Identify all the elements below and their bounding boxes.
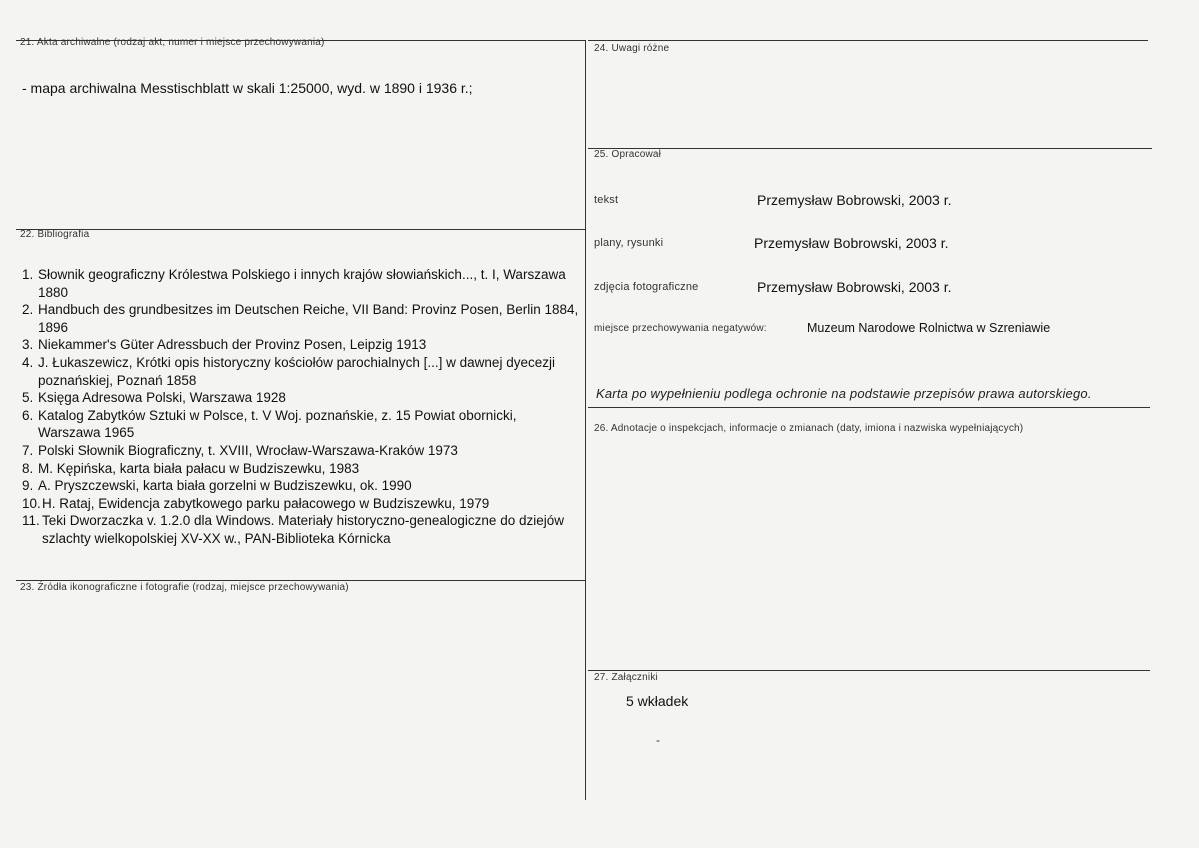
divider-25 xyxy=(588,148,1152,149)
divider-top-right xyxy=(588,40,1148,41)
negatywy-value: Muzeum Narodowe Rolnictwa w Szreniawie xyxy=(807,321,1051,335)
bibliography-item: 1. Słownik geograficzny Królestwa Polskiego i innych krajów słowiańskich..., t. I, Warszawa 1880 xyxy=(22,267,566,300)
section-27-mark: - xyxy=(656,733,660,747)
divider-23 xyxy=(16,580,586,581)
bibliography-item: 3. Niekammer's Güter Adressbuch der Provinz Posen, Leipzig 1913 xyxy=(22,337,427,353)
bibliography-item: 9. A. Pryszczewski, karta biała gorzelni w Budziszewku, ok. 1990 xyxy=(22,478,412,494)
bibliography-item: 10. H. Rataj, Ewidencja zabytkowego parku pałacowego w Budziszewku, 1979 xyxy=(22,495,490,511)
section-26-label: 26. Adnotacje o inspekcjach, informacje o zmianach (daty, imiona i nazwiska wypełniających) xyxy=(594,423,1024,434)
bibliography-item: 11. Teki Dworzaczka v. 1.2.0 dla Windows. Materiały historyczno-genealogiczne do dziejów szlachty wielkopolskiej XV-XX w., PAN-Biblioteka Kórnicka xyxy=(22,513,564,546)
divider-26 xyxy=(588,407,1150,408)
column-divider xyxy=(585,40,586,800)
section-25-label: 25. Opracował xyxy=(594,149,662,160)
bibliography-item: 2. Handbuch des grundbesitzes im Deutschen Reiche, VII Band: Provinz Posen, Berlin 1884, 1896 xyxy=(22,302,579,335)
bibliography-item: 5. Księga Adresowa Polski, Warszawa 1928 xyxy=(22,390,286,406)
section-27-content: 5 wkładek xyxy=(626,693,689,709)
zdjecia-label: zdjęcia fotograficzne xyxy=(594,281,699,293)
bibliography-item: 6. Katalog Zabytków Sztuki w Polsce, t. V Woj. poznańskie, z. 15 Powiat obornicki, Warszawa 1965 xyxy=(22,407,517,441)
plany-label: plany, rysunki xyxy=(594,237,664,249)
negatywy-label: miejsce przechowywania negatywów: xyxy=(594,323,767,334)
section-22-label: 22. Bibliografia xyxy=(20,229,90,240)
copyright-note: Karta po wypełnieniu podlega ochronie na podstawie przepisów prawa autorskiego. xyxy=(596,386,1092,401)
section-23-label: 23. Źródła ikonograficzne i fotografie (rodzaj, miejsce przechowywania) xyxy=(20,582,349,593)
bibliography-item: 8. M. Kępińska, karta biała pałacu w Budziszewku, 1983 xyxy=(22,460,360,476)
tekst-value: Przemysław Bobrowski, 2003 r. xyxy=(757,192,952,208)
section-27-label: 27. Załączniki xyxy=(594,672,658,683)
zdjecia-value: Przemysław Bobrowski, 2003 r. xyxy=(757,279,952,295)
section-21-label: 21. Akta archiwalne (rodzaj akt, numer i miejsce przechowywania) xyxy=(20,37,325,48)
bibliography-list xyxy=(22,266,582,548)
section-24-label: 24. Uwagi różne xyxy=(594,43,670,54)
plany-value: Przemysław Bobrowski, 2003 r. xyxy=(754,235,949,251)
bibliography-item: 7. Polski Słownik Biograficzny, t. XVIII, Wrocław-Warszawa-Kraków 1973 xyxy=(22,442,458,458)
bibliography-item: 4. J. Łukaszewicz, Krótki opis historyczny kościołów parochialnych [...] w dawnej dyecezji poznańskiej, Poznań 1858 xyxy=(22,354,555,388)
divider-27 xyxy=(588,670,1150,671)
tekst-label: tekst xyxy=(594,194,619,206)
section-21-content: - mapa archiwalna Messtischblatt w skali 1:25000, wyd. w 1890 i 1936 r.; xyxy=(22,80,473,96)
divider-22 xyxy=(16,229,586,230)
